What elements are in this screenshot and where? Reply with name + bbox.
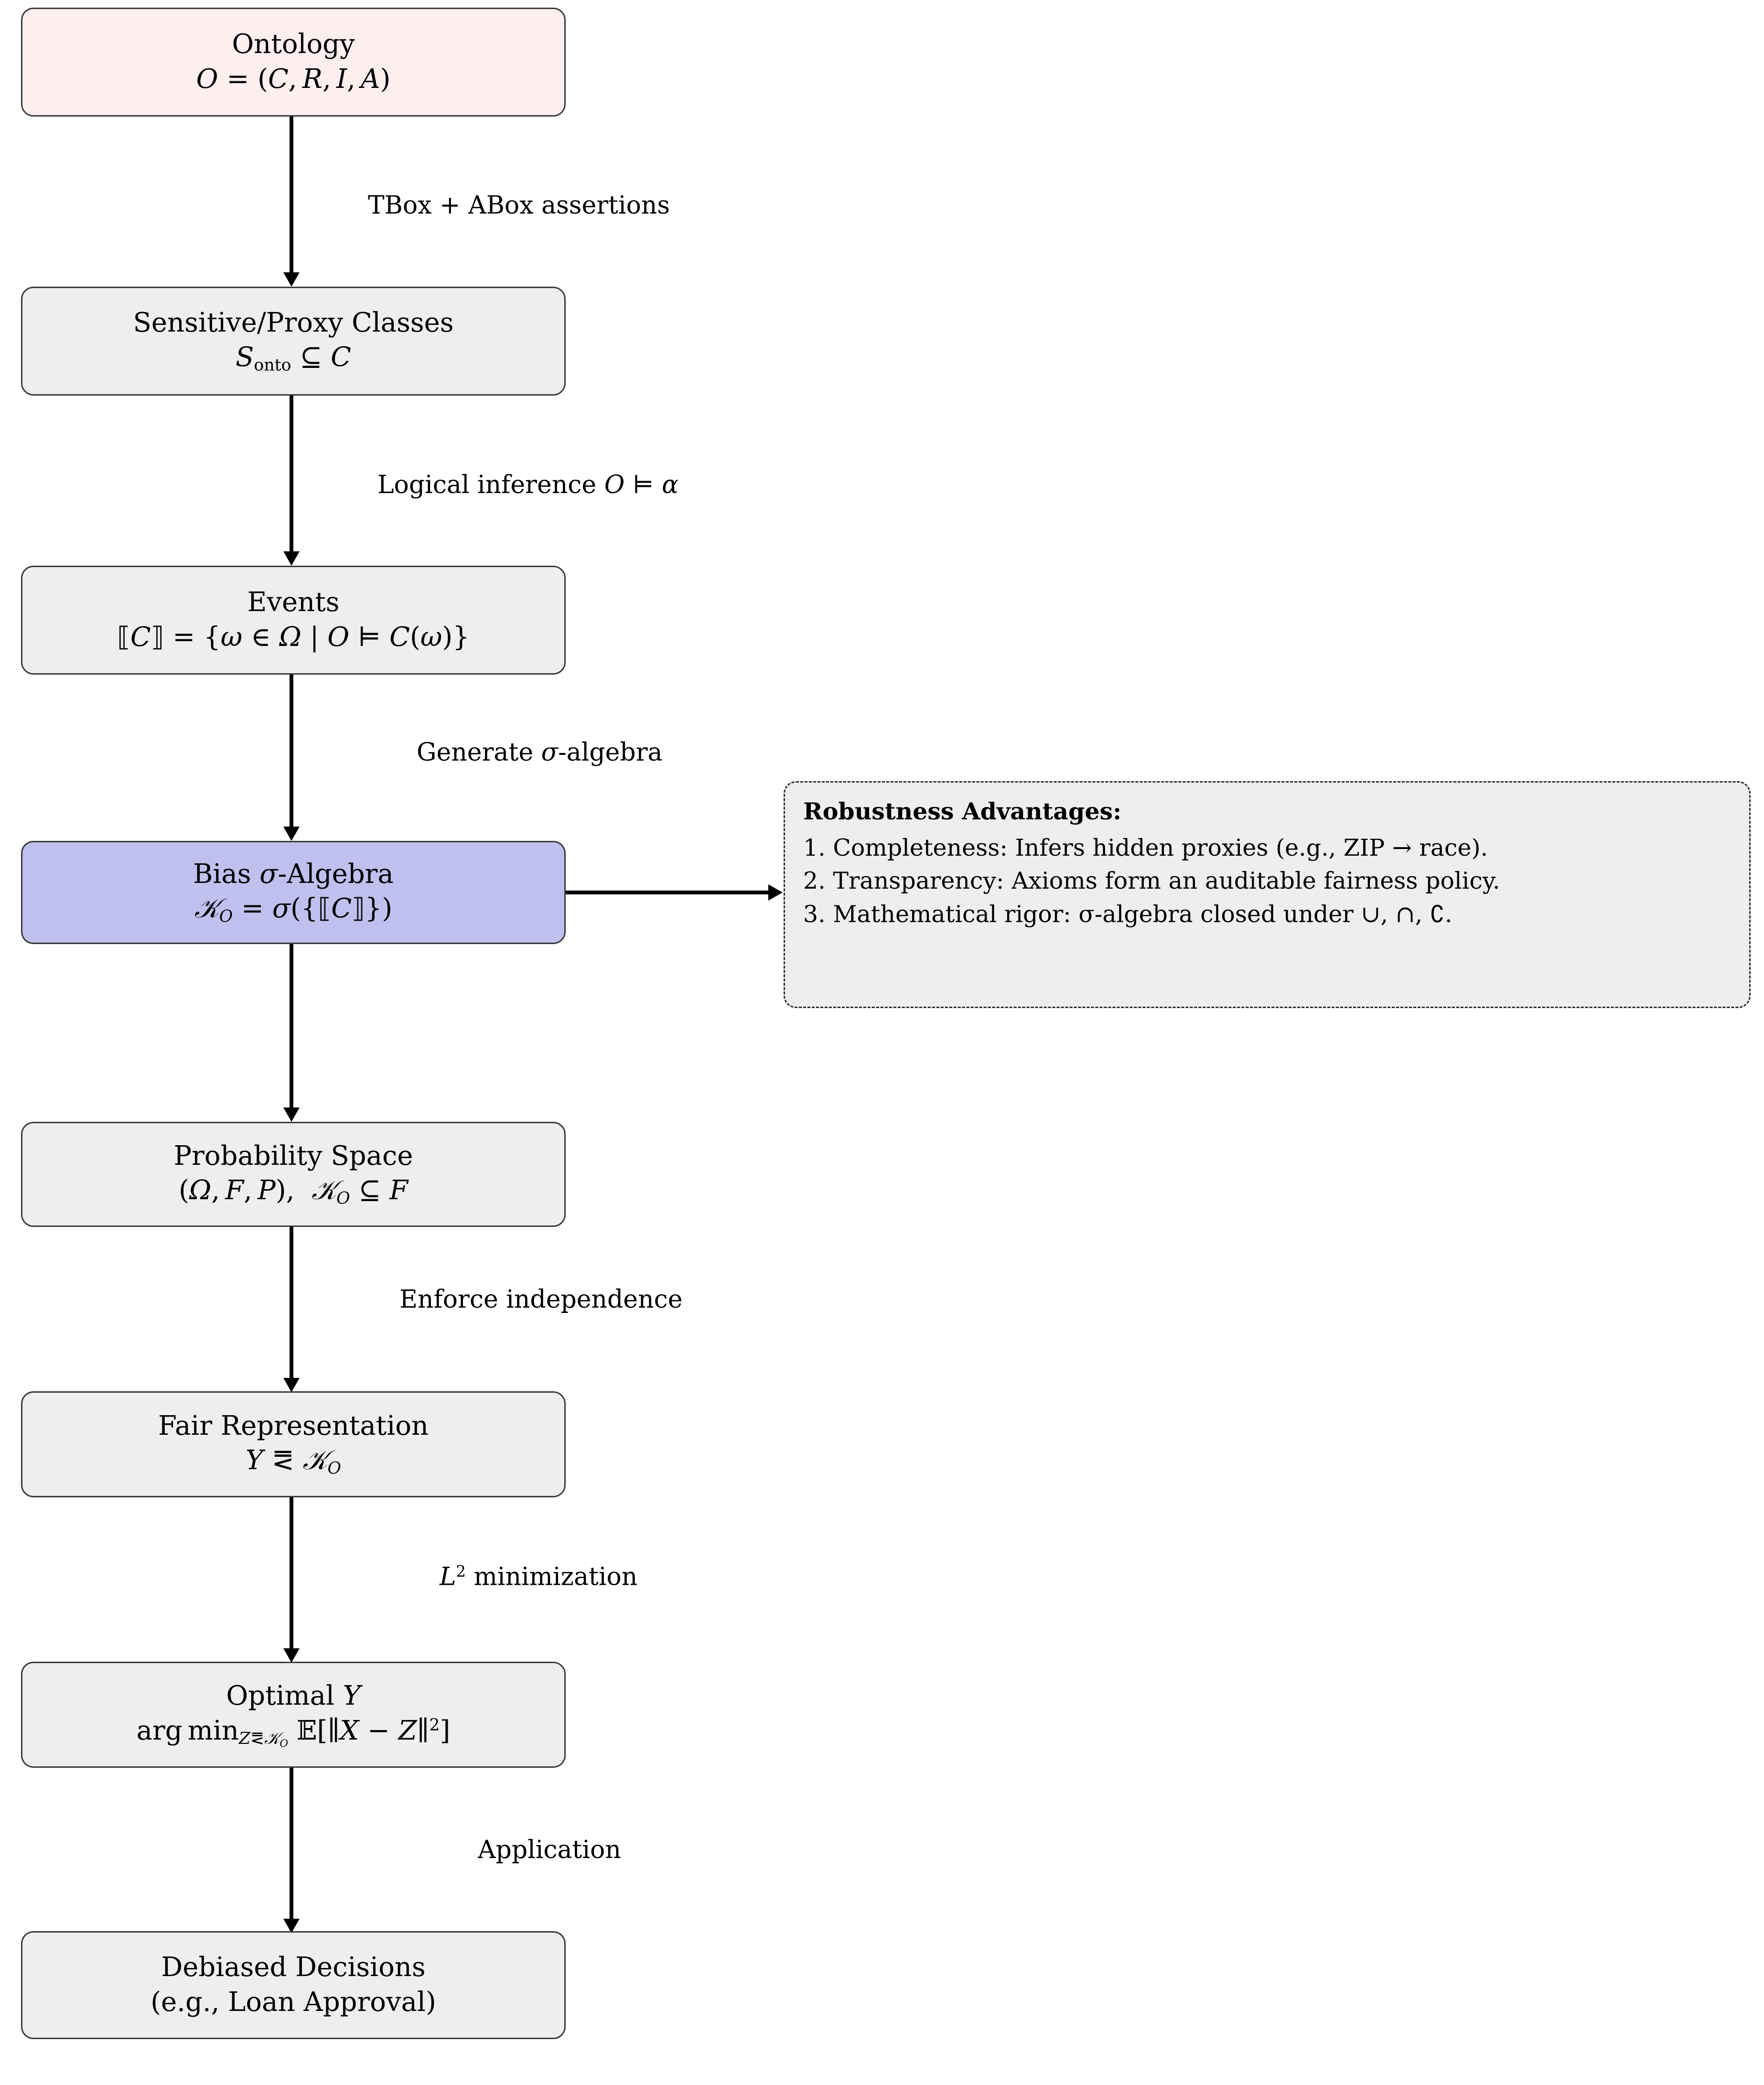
node-debiased-line2: (e.g., Loan Approval)	[151, 1987, 436, 2018]
node-sensitive-proxy-classes[interactable]	[21, 287, 566, 396]
node-fairrep-line2: Y ⪙ 𝒦$_O$	[246, 1445, 341, 1479]
node-fair-representation[interactable]	[21, 1391, 566, 1497]
edge-sensitive-events-line	[290, 396, 293, 554]
edge-label-enforce-independence: Enforce independence	[399, 1285, 683, 1314]
callout-robustness-advantages	[784, 781, 1751, 1008]
node-bias-line2: 𝒦$_O$ = σ({⟦C⟧})	[194, 893, 393, 927]
node-optimal-line1: Optimal Y	[226, 1680, 361, 1711]
callout-title: Robustness Advantages:	[803, 797, 1122, 825]
edge-label-generate-sigma-algebra: Generate σ-algebra	[417, 738, 663, 767]
edge-probspace-fairrep-line	[290, 1227, 293, 1381]
edge-label-tbox-abox: TBox + ABox assertions	[368, 191, 670, 220]
edge-events-bias-line	[290, 675, 293, 829]
node-debiased-line1: Debiased Decisions	[161, 1952, 426, 1983]
edge-bias-probspace-line	[290, 944, 293, 1110]
node-ontology-line1: Ontology	[232, 29, 355, 60]
callout-item-3: 3. Mathematical rigor: σ-algebra closed under ∪, ∩, ∁.	[803, 900, 1452, 928]
node-optimal-line2: arg $\min_{Z⪙𝒦_O}$ 𝔼[∥X − Z∥$^2$]	[136, 1715, 451, 1750]
edge-sensitive-events-arrow	[283, 551, 300, 566]
node-optimal-y[interactable]	[21, 1662, 566, 1768]
node-sensitive-line1: Sensitive/Proxy Classes	[133, 307, 454, 338]
edge-bias-callout-arrow	[768, 884, 783, 901]
edge-bias-callout-line	[566, 891, 771, 894]
edge-label-application: Application	[478, 1836, 621, 1864]
node-ontology-line2: O = (C, R, I, A)	[196, 64, 391, 95]
callout-item-1: 1. Completeness: Infers hidden proxies (e.g., ZIP → race).	[803, 834, 1488, 861]
node-probspace-line2: (Ω, F, P), 𝒦$_O$ ⊆ F	[179, 1175, 408, 1209]
node-debiased-decisions[interactable]	[21, 1931, 566, 2039]
edge-probspace-fairrep-arrow	[283, 1378, 300, 1392]
edge-fairrep-optimal-arrow	[283, 1648, 300, 1663]
node-bias-sigma-algebra[interactable]	[21, 841, 566, 944]
callout-item-2: 2. Transparency: Axioms form an auditable fairness policy.	[803, 867, 1500, 895]
node-probspace-line1: Probability Space	[173, 1140, 413, 1171]
edge-fairrep-optimal-line	[290, 1497, 293, 1651]
node-probability-space[interactable]	[21, 1122, 566, 1227]
edge-bias-probspace-arrow	[283, 1107, 300, 1122]
edge-label-logical-inference: Logical inference O ⊨ α	[377, 471, 679, 499]
node-events-line1: Events	[247, 587, 340, 618]
node-events[interactable]	[21, 566, 566, 675]
node-bias-line1: Bias σ-Algebra	[193, 858, 394, 890]
edge-events-bias-arrow	[283, 827, 300, 841]
edge-label-l2-minimization: $L^2$ minimization	[440, 1562, 638, 1591]
edge-ontology-sensitive-line	[290, 117, 293, 275]
node-sensitive-line2: $S_{onto}$ ⊆ C	[236, 342, 351, 376]
node-fairrep-line1: Fair Representation	[158, 1410, 429, 1441]
edge-ontology-sensitive-arrow	[283, 272, 300, 287]
edge-optimal-debiased-line	[290, 1768, 293, 1922]
node-events-line2: ⟦C⟧ = {ω ∈ Ω | O ⊨ C(ω)}	[117, 622, 470, 653]
node-ontology[interactable]	[21, 8, 566, 117]
